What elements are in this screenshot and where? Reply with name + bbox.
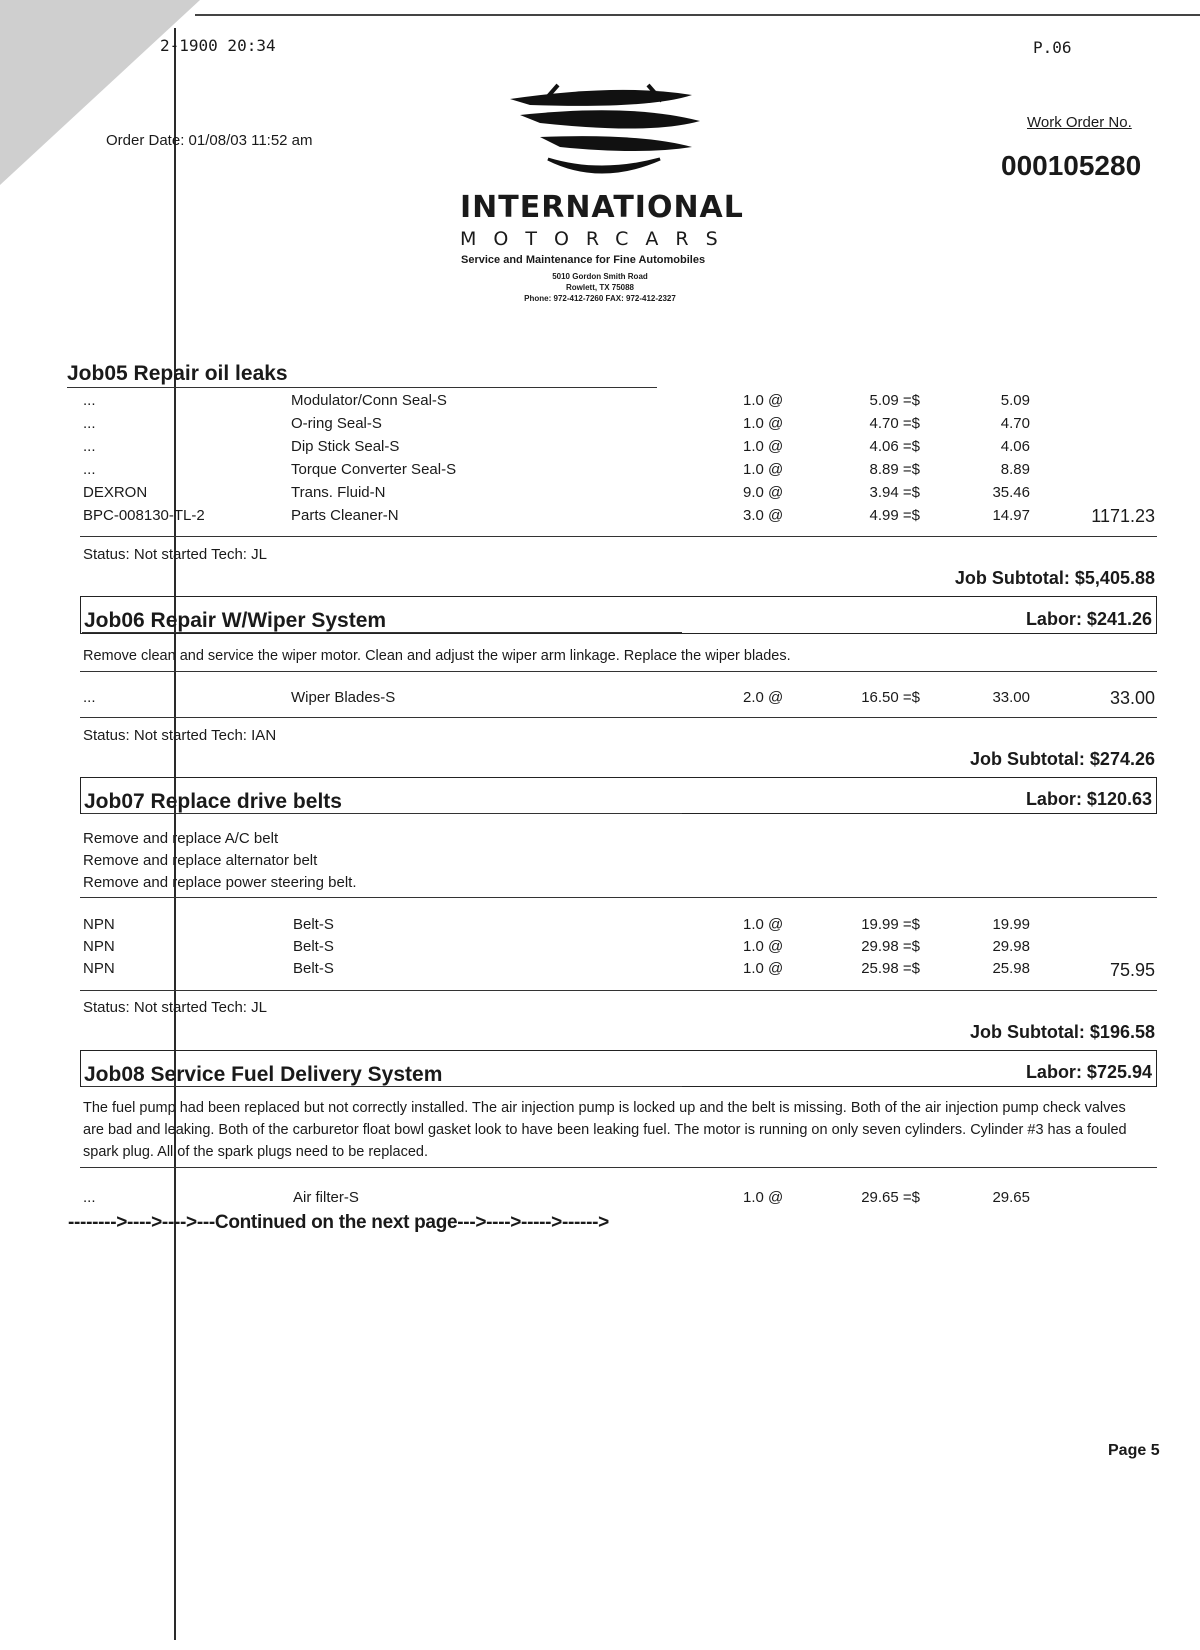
job05-item-6-qty: 3.0 @ bbox=[743, 507, 784, 524]
job07-item-3-code: NPN bbox=[83, 960, 115, 977]
job05-item-3-qty: 1.0 @ bbox=[743, 438, 784, 455]
job05-item-5-code: DEXRON bbox=[83, 484, 148, 501]
job05-item-1-desc: Modulator/Conn Seal-S bbox=[291, 392, 447, 409]
job07-description-line-2: Remove and replace alternator belt bbox=[83, 852, 318, 869]
job05-item-3-ext: 4.06 bbox=[1000, 438, 1030, 455]
folded-corner bbox=[0, 0, 200, 185]
job07-item-1-ext: 19.99 bbox=[992, 916, 1030, 933]
logo-tagline: Service and Maintenance for Fine Automobiles bbox=[461, 254, 706, 266]
job06-title: Job06 Repair W/Wiper System bbox=[84, 609, 387, 632]
international-motorcars-logo-icon bbox=[500, 55, 710, 195]
job08-desc-rule bbox=[80, 1167, 1157, 1168]
job05-item-4-desc: Torque Converter Seal-S bbox=[291, 461, 457, 478]
job06-labor: Labor: $241.26 bbox=[1025, 609, 1152, 629]
job07-description-line-3: Remove and replace power steering belt. bbox=[83, 874, 357, 891]
logo-address-1: 5010 Gordon Smith Road bbox=[552, 272, 648, 281]
fax-top-rule bbox=[195, 14, 1200, 16]
job05-item-6-price: 4.99 =$ bbox=[869, 507, 920, 524]
job06-item-1-desc: Wiper Blades-S bbox=[291, 689, 396, 706]
job05-item-3-price: 4.06 =$ bbox=[869, 438, 920, 455]
job07-item-1-code: NPN bbox=[83, 916, 115, 933]
job07-item-2-price: 29.98 =$ bbox=[861, 938, 920, 955]
job05-item-1-ext: 5.09 bbox=[1000, 392, 1030, 409]
job05-item-1-code: ... bbox=[83, 392, 96, 409]
job07-subtotal: Job Subtotal: $196.58 bbox=[969, 1022, 1155, 1042]
job06-status: Status: Not started Tech: IAN bbox=[83, 727, 277, 744]
job05-item-4-ext: 8.89 bbox=[1000, 461, 1030, 478]
job06-parts-total: 33.00 bbox=[1109, 688, 1155, 708]
job05-subtotal: Job Subtotal: $5,405.88 bbox=[954, 568, 1155, 588]
logo-name: INTERNATIONAL bbox=[460, 190, 744, 225]
job05-item-2-price: 4.70 =$ bbox=[869, 415, 920, 432]
job06-item-1-price: 16.50 =$ bbox=[861, 689, 920, 706]
job08-description: The fuel pump had been replaced but not correctly installed. The air injection pump is locked up and the belt is missing. Both of the air injection pump check valves are bad and leaking. Both of the carburetor float bowl gasket look to have been leaking fuel. The motor is running on only seven cylinders. Cylinder #3 has a fouled spark plug. All of the spark plugs need to be replaced. bbox=[83, 1100, 1127, 1160]
job07-parts-total: 75.95 bbox=[1109, 960, 1155, 980]
job05-status: Status: Not started Tech: JL bbox=[83, 546, 267, 563]
logo-subname: MOTORCARS bbox=[460, 228, 735, 250]
job07-item-1-price: 19.99 =$ bbox=[861, 916, 920, 933]
job07-title-rule bbox=[82, 813, 682, 814]
job07-parts-rule bbox=[80, 990, 1157, 991]
logo-address-2: Rowlett, TX 75088 bbox=[565, 283, 635, 292]
job05-item-2-ext: 4.70 bbox=[1000, 415, 1030, 432]
job07-item-3-ext: 25.98 bbox=[992, 960, 1030, 977]
job05-item-4-price: 8.89 =$ bbox=[869, 461, 920, 478]
work-order-label: Work Order No. bbox=[1027, 114, 1132, 131]
job07-desc-rule bbox=[80, 897, 1157, 898]
job05-item-2-desc: O-ring Seal-S bbox=[291, 415, 382, 432]
job05-item-6-ext: 14.97 bbox=[992, 507, 1030, 524]
job05-item-5-price: 3.94 =$ bbox=[869, 484, 920, 501]
job06-title-rule bbox=[82, 632, 682, 633]
fax-page-number: P.06 bbox=[1033, 38, 1072, 57]
job07-item-2-desc: Belt-S bbox=[293, 938, 334, 955]
job05-title-rule bbox=[67, 387, 657, 388]
job07-item-2-code: NPN bbox=[83, 938, 115, 955]
job05-parts-rule bbox=[80, 536, 1157, 537]
job08-item-1-desc: Air filter-S bbox=[293, 1189, 359, 1206]
job05-item-6-desc: Parts Cleaner-N bbox=[291, 507, 399, 524]
job07-item-3-desc: Belt-S bbox=[293, 960, 334, 977]
job06-desc-rule bbox=[80, 671, 1157, 672]
order-date: Order Date: 01/08/03 11:52 am bbox=[106, 132, 313, 149]
job06-item-1-qty: 2.0 @ bbox=[743, 689, 784, 706]
page-number: Page 5 bbox=[1108, 1442, 1160, 1459]
work-order-number: 000105280 bbox=[1001, 150, 1142, 181]
job07-description-line-1: Remove and replace A/C belt bbox=[83, 830, 279, 847]
job08-item-1-qty: 1.0 @ bbox=[743, 1189, 784, 1206]
continued-notice: -------->---->---->---Continued on the next page--->---->----->------> bbox=[68, 1212, 609, 1233]
job06-subtotal: Job Subtotal: $274.26 bbox=[969, 749, 1155, 769]
job06-parts-rule bbox=[80, 717, 1157, 718]
job05-item-5-ext: 35.46 bbox=[992, 484, 1030, 501]
job05-item-4-qty: 1.0 @ bbox=[743, 461, 784, 478]
job06-description: Remove clean and service the wiper motor. Clean and adjust the wiper arm linkage. Replace the wiper blades. bbox=[83, 648, 791, 664]
job05-title: Job05 Repair oil leaks bbox=[67, 362, 288, 385]
job07-item-3-qty: 1.0 @ bbox=[743, 960, 784, 977]
job05-item-5-desc: Trans. Fluid-N bbox=[291, 484, 386, 501]
job07-item-2-ext: 29.98 bbox=[992, 938, 1030, 955]
job05-item-5-qty: 9.0 @ bbox=[743, 484, 784, 501]
job05-parts-total: 1171.23 bbox=[1091, 506, 1155, 526]
job07-status: Status: Not started Tech: JL bbox=[83, 999, 267, 1016]
job07-item-1-qty: 1.0 @ bbox=[743, 916, 784, 933]
job07-item-2-qty: 1.0 @ bbox=[743, 938, 784, 955]
job07-item-1-desc: Belt-S bbox=[293, 916, 334, 933]
job06-item-1-code: ... bbox=[83, 689, 96, 706]
job08-labor: Labor: $725.94 bbox=[1025, 1062, 1152, 1082]
job07-item-3-price: 25.98 =$ bbox=[861, 960, 920, 977]
job05-item-2-code: ... bbox=[83, 415, 96, 432]
job08-title-rule bbox=[82, 1086, 682, 1087]
job08-item-1-code: ... bbox=[83, 1189, 96, 1206]
fax-datetime: 2-1900 20:34 bbox=[160, 36, 276, 55]
job05-item-3-code: ... bbox=[83, 438, 96, 455]
job08-item-1-price: 29.65 =$ bbox=[861, 1189, 920, 1206]
job07-labor: Labor: $120.63 bbox=[1025, 789, 1152, 809]
job08-title: Job08 Service Fuel Delivery System bbox=[84, 1063, 443, 1086]
job05-item-1-qty: 1.0 @ bbox=[743, 392, 784, 409]
job05-item-6-code: BPC-008130-TL-2 bbox=[83, 507, 205, 524]
job07-title: Job07 Replace drive belts bbox=[84, 790, 342, 813]
job05-item-3-desc: Dip Stick Seal-S bbox=[291, 438, 400, 455]
job05-item-4-code: ... bbox=[83, 461, 96, 478]
job05-item-1-price: 5.09 =$ bbox=[869, 392, 920, 409]
job08-item-1-ext: 29.65 bbox=[992, 1189, 1030, 1206]
job05-item-2-qty: 1.0 @ bbox=[743, 415, 784, 432]
logo-phone: Phone: 972-412-7260 FAX: 972-412-2327 bbox=[524, 294, 676, 303]
job06-item-1-ext: 33.00 bbox=[992, 689, 1030, 706]
